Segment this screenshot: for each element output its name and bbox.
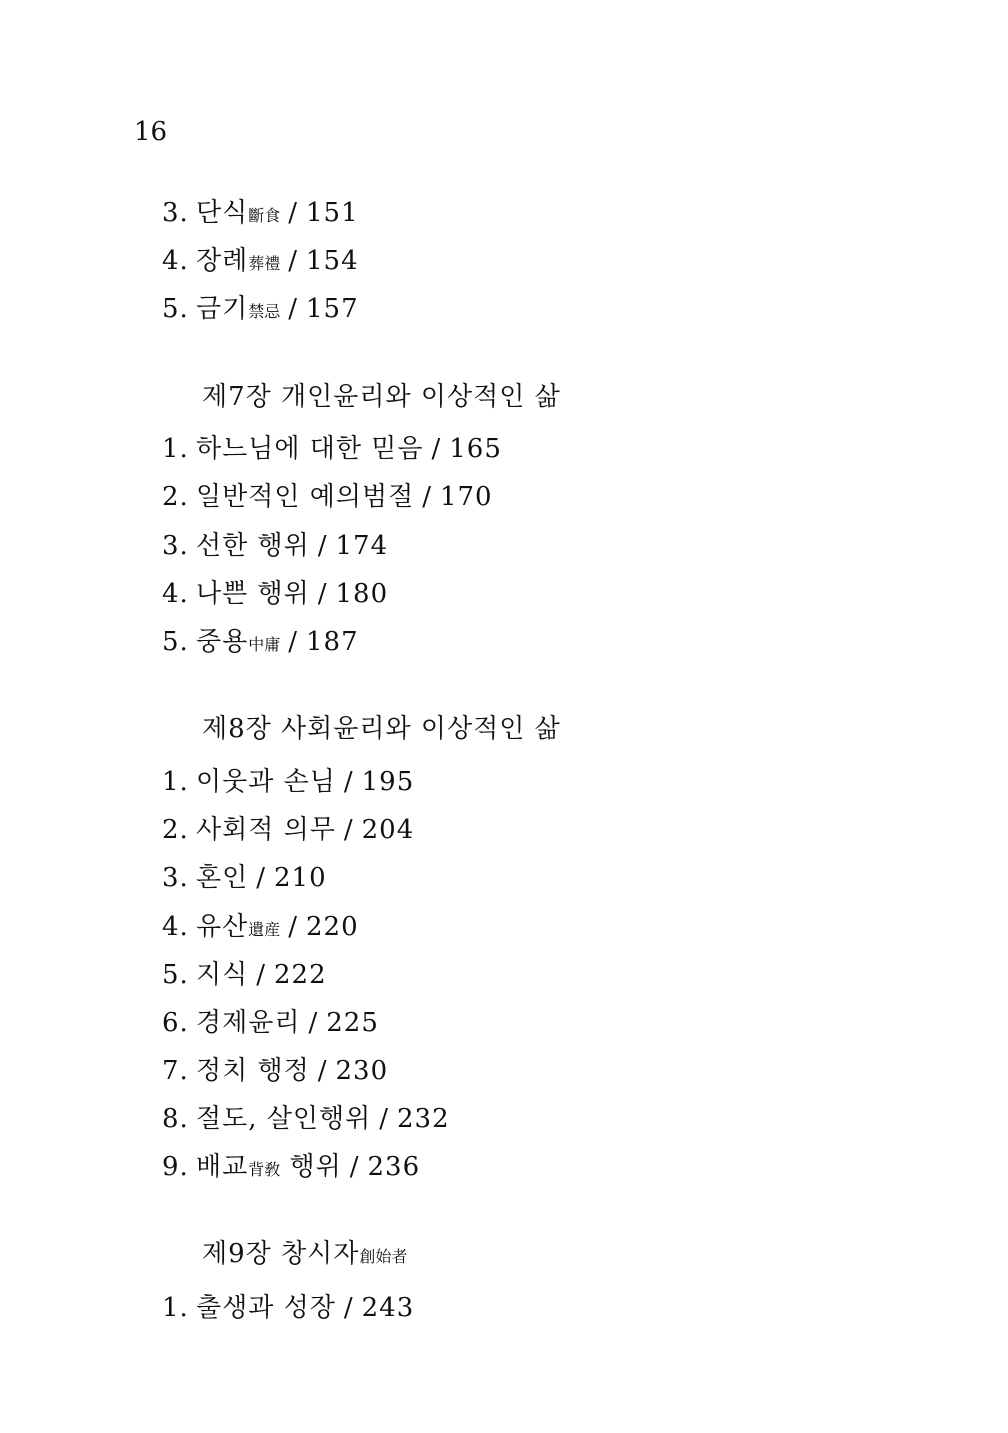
entry-title: 유산 <box>196 912 249 942</box>
toc-entry[interactable] <box>162 244 359 281</box>
chapter-heading[interactable]: 제7장 개인윤리와 이상적인 삶 <box>202 382 561 412</box>
entry-page: 151 <box>306 198 359 228</box>
entry-number: 7. <box>162 1056 189 1086</box>
entry-page: 174 <box>335 531 389 561</box>
entry-page: 236 <box>367 1152 421 1182</box>
entry-title: 나쁜 행위 <box>196 579 310 609</box>
entry-number: 1. <box>162 1293 189 1323</box>
entry-separator: / <box>422 482 432 512</box>
entry-title: 정치 행정 <box>196 1056 310 1086</box>
entry-title: 장례 <box>196 246 249 276</box>
toc-entry[interactable] <box>162 1102 450 1136</box>
toc-entry[interactable] <box>162 292 359 329</box>
entry-separator: / <box>431 434 442 464</box>
entry-title: 이웃과 손님 <box>196 767 336 797</box>
entry-title: 출생과 성장 <box>196 1293 336 1323</box>
entry-page: 180 <box>335 579 389 609</box>
entry-hanja: 中庸 <box>248 635 281 654</box>
entry-number: 2. <box>162 482 189 512</box>
entry-number: 4. <box>162 246 189 276</box>
entry-separator: / <box>288 246 299 276</box>
entry-separator: / <box>343 1293 354 1323</box>
entry-page: 154 <box>306 246 359 276</box>
entry-title: 경제윤리 <box>196 1008 301 1038</box>
entry-title: 중용 <box>196 627 249 657</box>
entry-number: 6. <box>162 1008 189 1038</box>
toc-entry[interactable] <box>162 958 327 992</box>
entry-number: 4. <box>162 579 189 609</box>
entry-page: 230 <box>335 1056 389 1086</box>
entry-title: 선한 행위 <box>196 531 310 561</box>
toc-entry[interactable] <box>162 1054 388 1088</box>
entry-separator: / <box>256 863 266 893</box>
entry-page: 157 <box>306 294 359 324</box>
toc-entry[interactable] <box>162 529 388 563</box>
entry-number: 1. <box>162 434 189 464</box>
entry-separator: / <box>308 1008 319 1038</box>
entry-separator: / <box>256 960 266 990</box>
entry-page: 222 <box>274 960 327 990</box>
entry-hanja: 斷食 <box>248 206 281 225</box>
entry-number: 9. <box>162 1152 189 1182</box>
toc-entry[interactable] <box>162 910 359 947</box>
entry-page: 195 <box>361 767 415 797</box>
entry-separator: / <box>288 912 299 942</box>
entry-page: 225 <box>326 1008 379 1038</box>
toc-entry[interactable] <box>162 861 327 895</box>
entry-hanja: 背敎 <box>248 1160 281 1179</box>
entry-hanja: 葬禮 <box>248 254 281 273</box>
entry-separator: / <box>317 1056 328 1086</box>
toc-entry[interactable] <box>162 577 388 611</box>
toc-entry[interactable] <box>162 1291 414 1325</box>
entry-title: 사회적 의무 <box>196 815 336 845</box>
entry-hanja: 禁忌 <box>248 302 281 321</box>
entry-separator: / <box>317 531 328 561</box>
entry-page: 210 <box>274 863 327 893</box>
toc-entry[interactable] <box>162 765 414 799</box>
entry-title: 지식 <box>196 960 249 990</box>
entry-number: 8. <box>162 1104 189 1134</box>
entry-separator: / <box>343 815 354 845</box>
chapter-hanja: 創始者 <box>359 1247 408 1266</box>
entry-page: 243 <box>361 1293 415 1323</box>
toc-entry[interactable] <box>162 432 502 466</box>
entry-separator: / <box>288 198 299 228</box>
entry-separator: / <box>288 294 299 324</box>
entry-number: 3. <box>162 198 189 228</box>
toc-entry[interactable] <box>162 625 359 662</box>
entry-number: 4. <box>162 912 189 942</box>
entry-title: 일반적인 예의범절 <box>196 482 415 512</box>
entry-separator: / <box>349 1152 360 1182</box>
entry-page: 187 <box>306 627 359 657</box>
entry-title: 배교 <box>196 1152 249 1182</box>
chapter-heading[interactable] <box>202 1237 407 1274</box>
entry-separator: / <box>288 627 299 657</box>
entry-number: 3. <box>162 531 189 561</box>
toc-entry[interactable] <box>162 813 414 847</box>
toc-entry[interactable] <box>162 1006 379 1040</box>
chapter-title: 제9장 창시자 <box>202 1239 360 1269</box>
entry-number: 5. <box>162 627 189 657</box>
chapter-heading[interactable]: 제8장 사회윤리와 이상적인 삶 <box>202 714 561 744</box>
entry-separator: / <box>317 579 328 609</box>
entry-page: 232 <box>397 1104 450 1134</box>
entry-number: 5. <box>162 960 189 990</box>
entry-separator: / <box>379 1104 389 1134</box>
entry-number: 1. <box>162 767 189 797</box>
entry-title: 단식 <box>196 198 249 228</box>
entry-title: 절도, 살인행위 <box>196 1104 372 1134</box>
toc-entry[interactable] <box>162 196 359 233</box>
entry-number: 3. <box>162 863 189 893</box>
entry-separator: / <box>343 767 354 797</box>
entry-page: 170 <box>439 482 493 512</box>
entry-hanja: 遺産 <box>248 920 281 939</box>
entry-title: 금기 <box>196 294 249 324</box>
entry-page: 220 <box>306 912 359 942</box>
entry-page: 204 <box>361 815 415 845</box>
entry-number: 2. <box>162 815 189 845</box>
page-number: 16 <box>134 117 168 147</box>
toc-entry[interactable] <box>162 1150 420 1187</box>
entry-title-suffix: 행위 <box>289 1152 342 1182</box>
entry-title: 혼인 <box>196 863 249 893</box>
entry-title: 하느님에 대한 믿음 <box>196 434 424 464</box>
toc-entry[interactable] <box>162 480 493 514</box>
entry-page: 165 <box>449 434 502 464</box>
entry-number: 5. <box>162 294 189 324</box>
